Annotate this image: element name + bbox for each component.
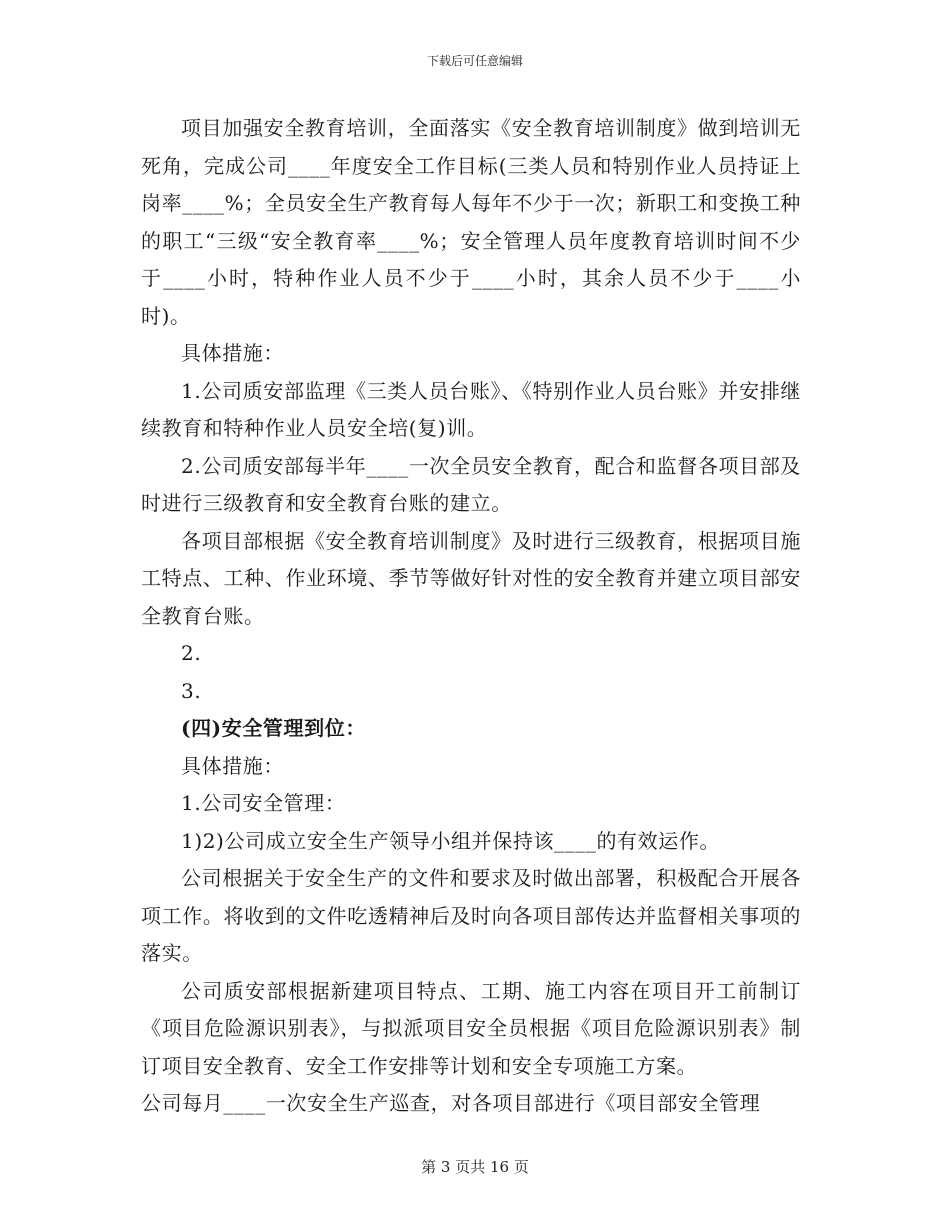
- paragraph-intro: 项目加强安全教育培训，全面落实《安全教育培训制度》做到培训无死角，完成公司____年度安全工作目标(三类人员和特别作业人员持证上岗率____%；全员安全生产教育每人每年不少于一次；新职工和变换工种的职工“三级“安全教育率____%；安全管理人员年度教育培训时间不少于____小时，特种作业人员不少于____小时，其余人员不少于____小时)。: [141, 116, 801, 328]
- section-heading-4: (四)安全管理到位：: [181, 716, 366, 740]
- page-footer: 第 3 页共 16 页: [421, 1158, 529, 1176]
- paragraph-measures-heading: 具体措施：: [181, 341, 284, 365]
- paragraph-documents: 公司根据关于安全生产的文件和要求及时做出部署，积极配合开展各项工作。将收到的文件吃透精神后及时向各项目部传达并监督相关事项的落实。: [141, 866, 801, 965]
- paragraph-number-2: 2.: [181, 641, 202, 665]
- paragraph-measures-heading-2: 具体措施：: [181, 753, 284, 778]
- paragraph-company-safety: 1.公司安全管理：: [181, 791, 346, 815]
- paragraph-monthly-inspection: 公司每月____一次安全生产巡查，对各项目部进行《项目部安全管理: [141, 1091, 761, 1115]
- paragraph-item-1: 1.公司质安部监理《三类人员台账》、《特别作业人员台账》并安排继续教育和特种作业人员安全培(复)训。: [141, 378, 801, 440]
- document-body: [141, 110, 801, 1123]
- paragraph-item-2: 2.公司质安部每半年____一次全员安全教育，配合和监督各项目部及时进行三级教育和安全教育台账的建立。: [141, 453, 801, 515]
- paragraph-leadership-group: 1)2)公司成立安全生产领导小组并保持该____的有效运作。: [181, 828, 721, 853]
- paragraph-hazard-identification: 公司质安部根据新建项目特点、工期、施工内容在项目开工前制订《项目危险源识别表》，与拟派项目安全员根据《项目危险源识别表》制订项目安全教育、安全工作安排等计划和安全专项施工方案。: [141, 978, 801, 1078]
- page-header: 下载后可任意编辑: [426, 54, 523, 68]
- paragraph-project-education: 各项目部根据《安全教育培训制度》及时进行三级教育，根据项目施工特点、工种、作业环境、季节等做好针对性的安全教育并建立项目部安全教育台账。: [141, 528, 801, 628]
- paragraph-number-3: 3.: [181, 678, 202, 703]
